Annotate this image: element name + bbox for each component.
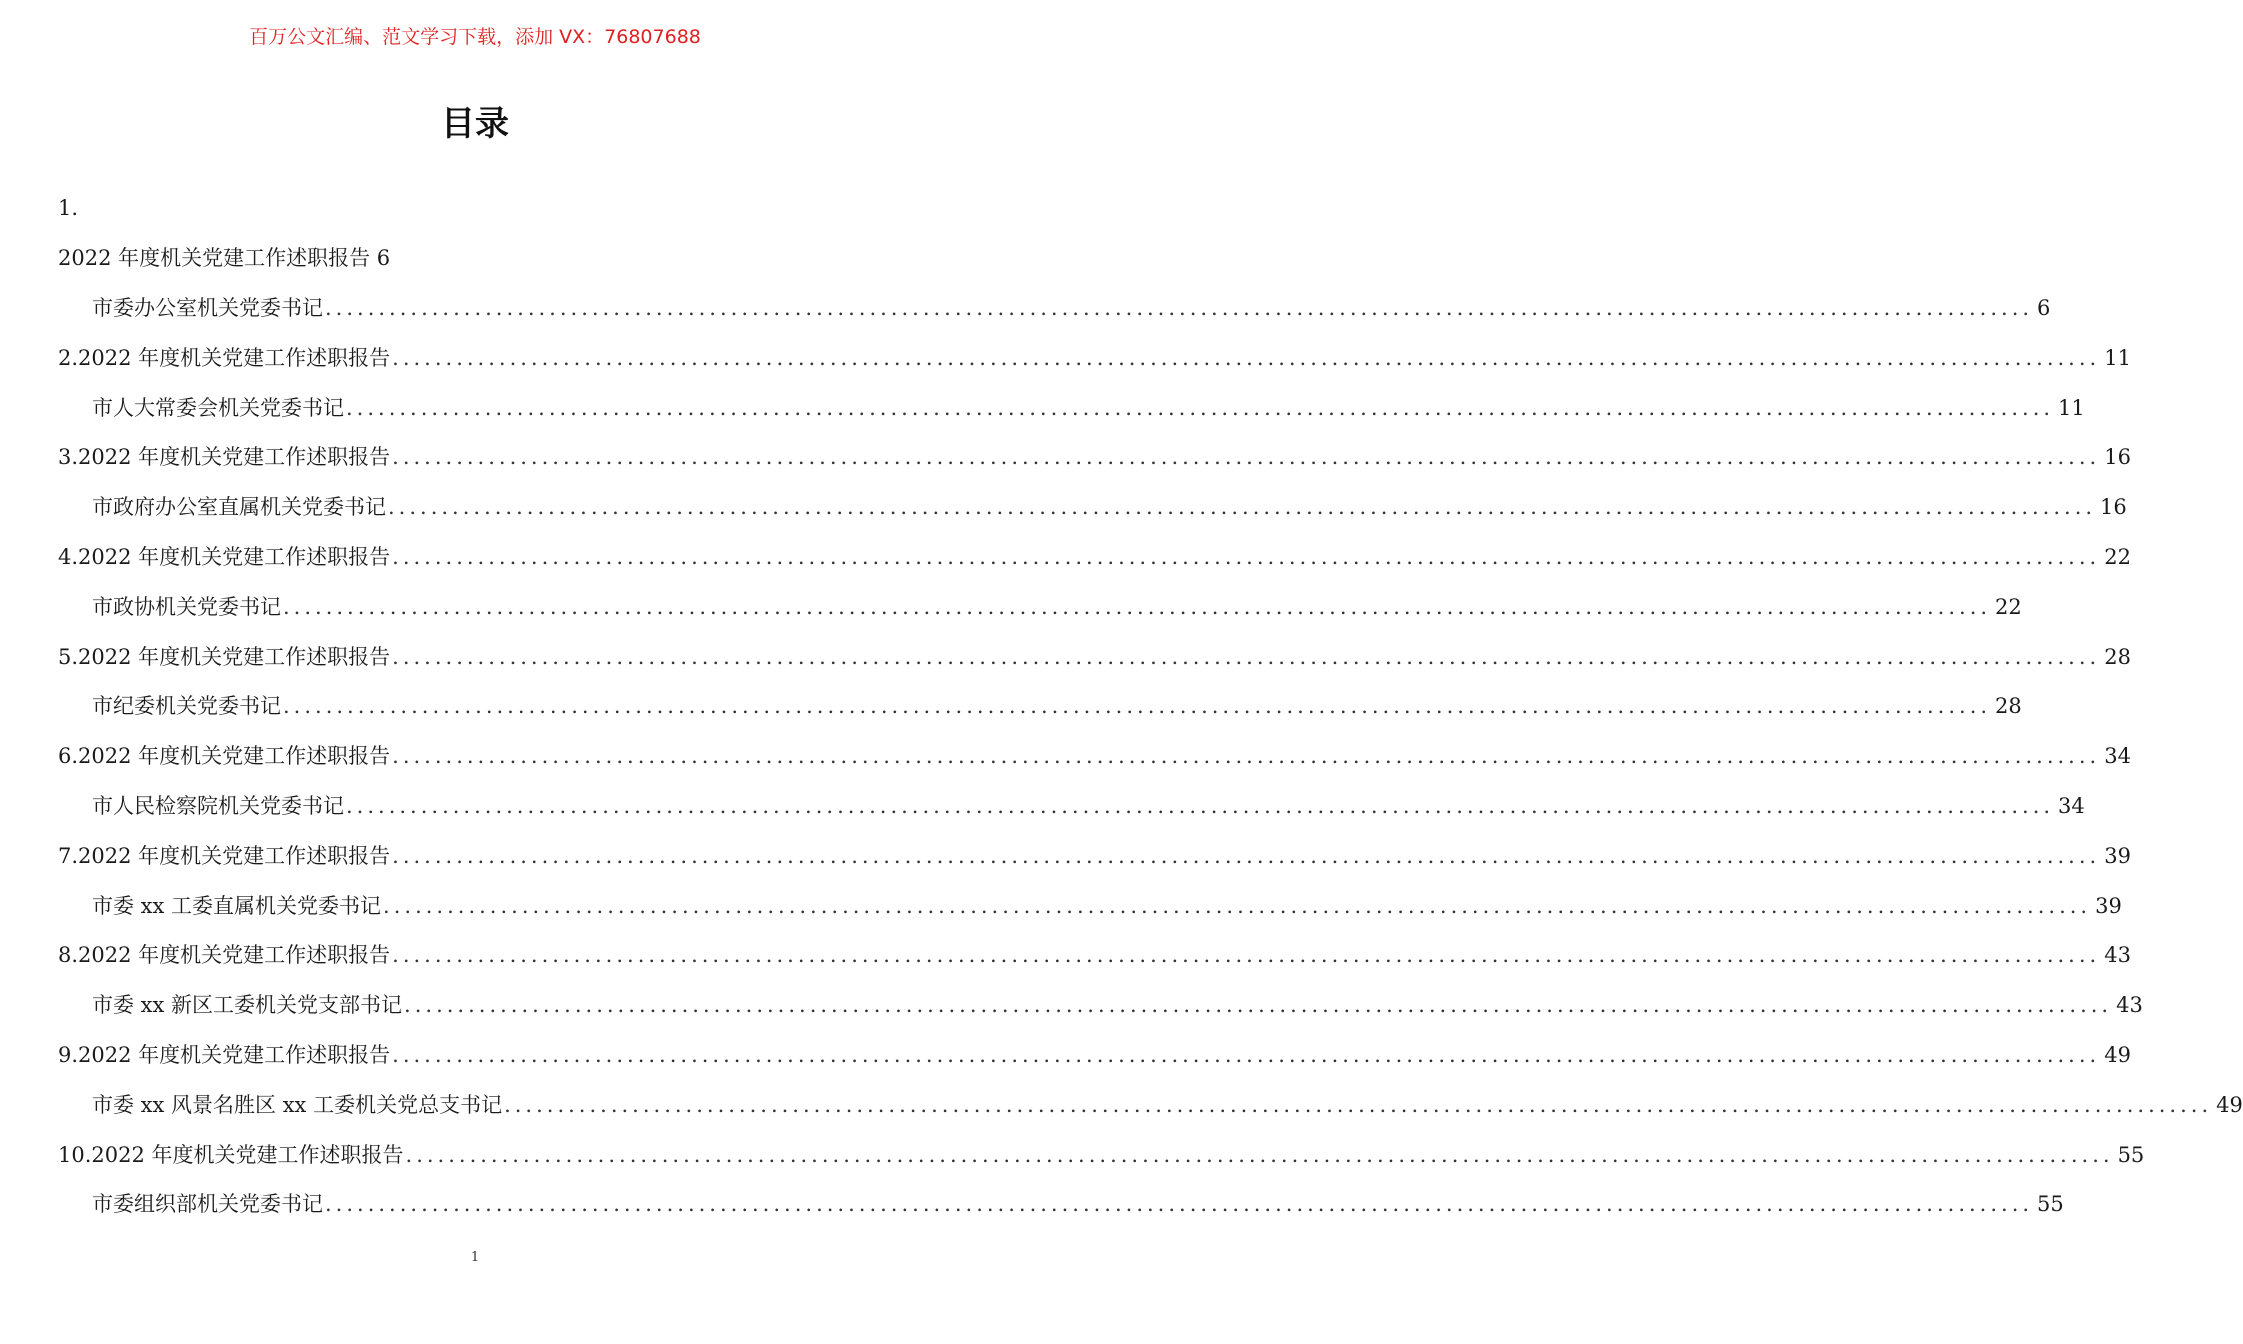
toc-entry-text: 9.2022 年度机关党建工作述职报告 xyxy=(58,1043,391,1067)
toc-entry-text: 4.2022 年度机关党建工作述职报告 xyxy=(58,545,391,569)
toc-entry-page: 22 xyxy=(2104,545,2131,569)
toc-leader-dots: ................................................................................................................................................................ xyxy=(392,943,2101,967)
toc-leader-dots: ................................................................................................................................................................ xyxy=(325,1192,2034,1216)
toc-entry-page: 43 xyxy=(2104,943,2131,967)
toc-leader-dots: ................................................................................................................................................................ xyxy=(392,346,2101,370)
toc-entry-author[interactable] xyxy=(92,989,2143,1021)
toc-entry-page: 55 xyxy=(2037,1192,2064,1216)
toc-entry-page: 28 xyxy=(2104,645,2131,669)
toc-entry-report[interactable] xyxy=(58,441,2131,473)
toc-entry-text: 2.2022 年度机关党建工作述职报告 xyxy=(58,346,391,370)
toc-entry-report[interactable] xyxy=(58,342,2131,374)
toc-entry-page: 28 xyxy=(1995,694,2022,718)
toc-entry-report[interactable] xyxy=(58,1139,2145,1171)
toc-leader-dots: ................................................................................................................................................................ xyxy=(325,296,2034,320)
toc-entry-text: 7.2022 年度机关党建工作述职报告 xyxy=(58,844,391,868)
toc-first-entry[interactable]: 2022 年度机关党建工作述职报告 6 xyxy=(58,246,391,270)
toc-entry-page: 34 xyxy=(2104,744,2131,768)
toc-lead-number: 1. xyxy=(58,196,79,220)
toc-entry-text: 市政府办公室直属机关党委书记 xyxy=(92,495,386,519)
toc-entry-report[interactable] xyxy=(58,641,2131,673)
toc-entry-page: 39 xyxy=(2104,844,2131,868)
toc-leader-dots: ................................................................................................................................................................ xyxy=(504,1093,2213,1117)
toc-entry-report[interactable] xyxy=(58,840,2131,872)
toc-entry-text: 市政协机关党委书记 xyxy=(92,595,281,619)
toc-entry-author[interactable] xyxy=(92,491,2127,523)
toc-entry-text: 8.2022 年度机关党建工作述职报告 xyxy=(58,943,391,967)
toc-entry-text: 10.2022 年度机关党建工作述职报告 xyxy=(58,1143,404,1167)
toc-entry-text: 市委办公室机关党委书记 xyxy=(92,296,323,320)
toc-entry-author[interactable] xyxy=(92,392,2085,424)
toc-entry-report[interactable] xyxy=(58,1039,2131,1071)
toc-leader-dots: ................................................................................................................................................................ xyxy=(392,645,2101,669)
toc-leader-dots: ................................................................................................................................................................ xyxy=(346,794,2055,818)
toc-entry-author[interactable] xyxy=(92,292,2051,324)
toc-entry-page: 49 xyxy=(2216,1093,2243,1117)
toc-leader-dots: ................................................................................................................................................................ xyxy=(283,595,1992,619)
toc-entry-report[interactable] xyxy=(58,740,2131,772)
toc-entry-report[interactable] xyxy=(58,939,2131,971)
toc-entry-page: 34 xyxy=(2058,794,2085,818)
toc-entry-author[interactable] xyxy=(92,890,2122,922)
toc-entry-report[interactable] xyxy=(58,541,2131,573)
toc-entry-author[interactable] xyxy=(92,690,2022,722)
toc-entry-text: 市委 xx 新区工委机关党支部书记 xyxy=(92,993,403,1017)
toc-entry-text: 6.2022 年度机关党建工作述职报告 xyxy=(58,744,391,768)
toc-entry-page: 11 xyxy=(2058,396,2085,420)
toc-entry-author[interactable] xyxy=(92,591,2022,623)
toc-entry-text: 市人大常委会机关党委书记 xyxy=(92,396,344,420)
toc-leader-dots: ................................................................................................................................................................ xyxy=(392,744,2101,768)
toc-leader-dots: ................................................................................................................................................................ xyxy=(283,694,1992,718)
toc-entry-text: 市委组织部机关党委书记 xyxy=(92,1192,323,1216)
toc-entry-author[interactable] xyxy=(92,790,2085,822)
toc-leader-dots: ................................................................................................................................................................ xyxy=(392,545,2101,569)
header-watermark-note: 百万公文汇编、范文学习下载，添加 VX：76807688 xyxy=(249,26,701,48)
toc-entry-text: 3.2022 年度机关党建工作述职报告 xyxy=(58,445,391,469)
toc-entry-page: 55 xyxy=(2117,1143,2145,1167)
toc-leader-dots: ................................................................................................................................................................ xyxy=(383,894,2092,918)
toc-entry-page: 39 xyxy=(2095,894,2122,918)
toc-entry-author[interactable] xyxy=(92,1089,2243,1121)
toc-entry-text: 市纪委机关党委书记 xyxy=(92,694,281,718)
toc-leader-dots: ................................................................................................................................................................ xyxy=(392,445,2101,469)
toc-entry-page: 22 xyxy=(1995,595,2022,619)
toc-entry-author[interactable] xyxy=(92,1188,2064,1220)
toc-leader-dots: ................................................................................................................................................................ xyxy=(405,1143,2114,1167)
toc-leader-dots: ................................................................................................................................................................ xyxy=(392,1043,2101,1067)
toc-leader-dots: ................................................................................................................................................................ xyxy=(388,495,2097,519)
toc-entry-page: 6 xyxy=(2037,296,2051,320)
toc-entry-page: 43 xyxy=(2116,993,2143,1017)
toc-leader-dots: ................................................................................................................................................................ xyxy=(392,844,2101,868)
toc-entry-text: 市人民检察院机关党委书记 xyxy=(92,794,344,818)
toc-leader-dots: ................................................................................................................................................................ xyxy=(404,993,2113,1017)
toc-entry-page: 49 xyxy=(2104,1043,2131,1067)
toc-entry-page: 16 xyxy=(2104,445,2131,469)
toc-entry-text: 市委 xx 风景名胜区 xx 工委机关党总支书记 xyxy=(92,1093,503,1117)
toc-entry-page: 11 xyxy=(2104,346,2131,370)
toc-entry-text: 市委 xx 工委直属机关党委书记 xyxy=(92,894,382,918)
toc-entry-text: 5.2022 年度机关党建工作述职报告 xyxy=(58,645,391,669)
toc-entry-page: 16 xyxy=(2100,495,2127,519)
page-number: 1 xyxy=(470,1250,480,1265)
toc-leader-dots: ................................................................................................................................................................ xyxy=(346,396,2055,420)
page-title: 目录 xyxy=(441,104,509,144)
